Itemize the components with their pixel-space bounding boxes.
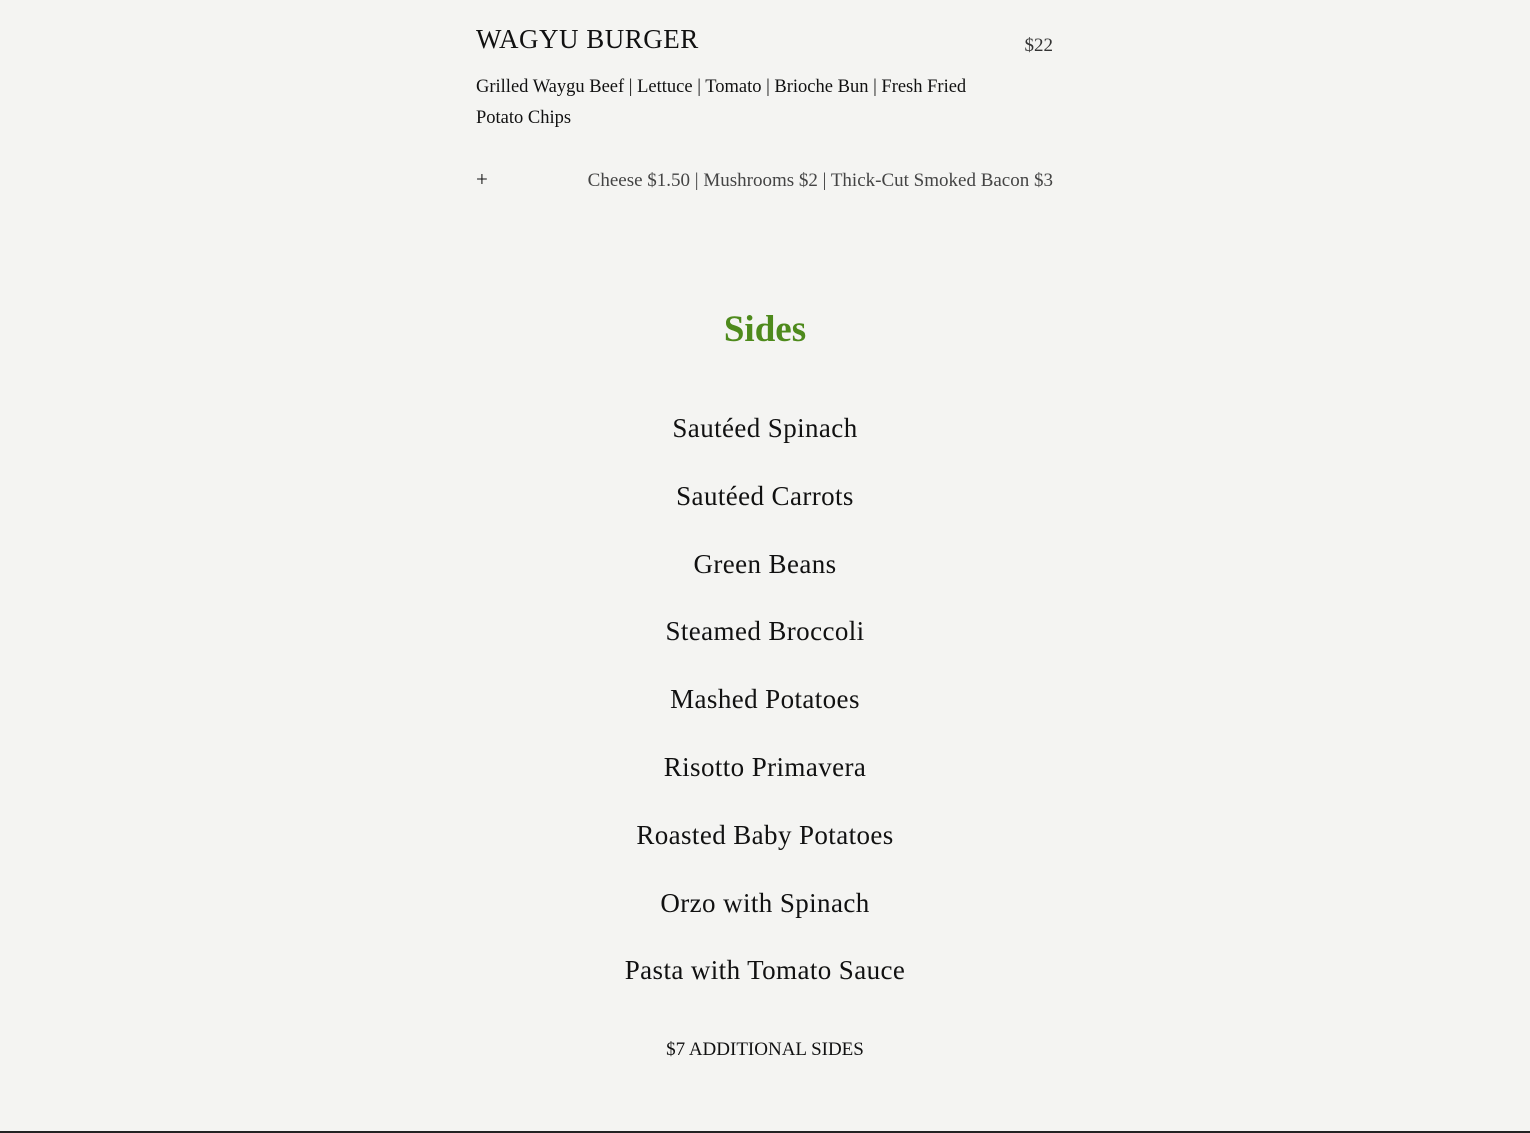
side-item: Sautéed Carrots bbox=[676, 480, 854, 511]
item-description: Grilled Waygu Beef | Lettuce | Tomato | Brioche Bun | Fresh Fried Potato Chips bbox=[476, 77, 967, 128]
sides-heading: Sides bbox=[723, 309, 807, 350]
item-name: WAGYU BURGER bbox=[476, 24, 699, 54]
item-addons: Cheese $1.50 | Mushrooms $2 | Thick-Cut Smoked Bacon $3 bbox=[587, 170, 1053, 191]
side-item: Steamed Broccoli bbox=[665, 616, 865, 647]
side-item: Sautéed Spinach bbox=[672, 413, 858, 443]
side-item: Roasted Baby Potatoes bbox=[636, 819, 894, 850]
sides-list bbox=[0, 408, 1530, 1018]
side-item: Pasta with Tomato Sauce bbox=[624, 955, 906, 986]
sides-price-note: $7 ADDITIONAL SIDES bbox=[666, 1039, 864, 1060]
side-item: Risotto Primavera bbox=[663, 751, 867, 782]
addon-plus-icon: + bbox=[476, 167, 488, 191]
item-price: $22 bbox=[1024, 35, 1053, 56]
side-item: Mashed Potatoes bbox=[670, 684, 860, 715]
side-item: Orzo with Spinach bbox=[660, 887, 870, 918]
side-item: Green Beans bbox=[693, 548, 837, 579]
